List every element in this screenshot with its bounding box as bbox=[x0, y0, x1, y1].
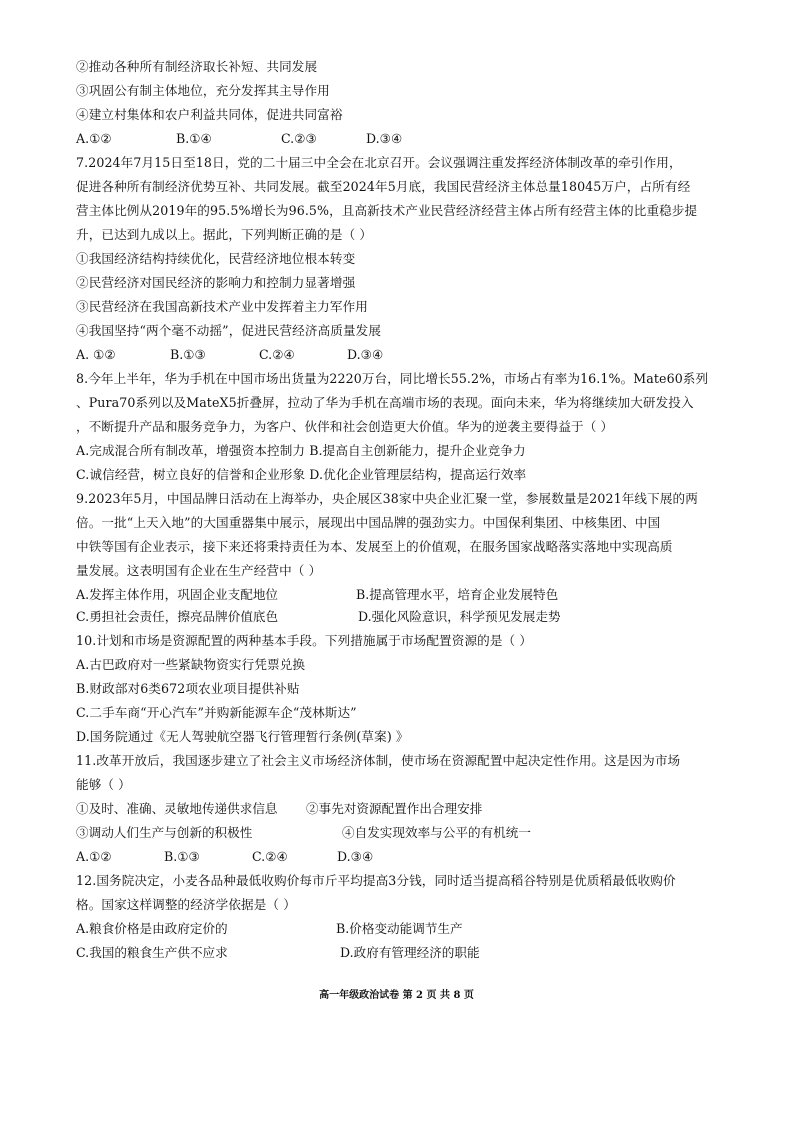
q7-stem-line-4: 升，已达到九成以上。据此，下列判断正确的是（ ） bbox=[76, 227, 373, 242]
q9-option-b: B.提高管理水平，培育企业发展特色 bbox=[356, 587, 559, 602]
q6-option-d: D.③④ bbox=[366, 131, 403, 146]
q7-option-b: B.①③ bbox=[170, 347, 206, 362]
q12-option-c: C.我国的粮食生产供不应求 bbox=[76, 945, 228, 960]
q9-stem-line-1: 9.2023年5月，中国品牌日活动在上海举办，央企展区38家中央企业汇聚一堂，参展数量是2021年线下展的两 bbox=[76, 491, 698, 506]
q7-stem-line-1: 7.2024年7月15日至18日，党的二十届三中全会在北京召开。会议强调注重发挥经济体制改革的牵引作用， bbox=[76, 155, 682, 170]
q8-stem-line-3: ，不断提升产品和服务竞争力，为客户、伙伴和社会创造更大价值。华为的逆袭主要得益于（ ） bbox=[76, 419, 614, 434]
q6-option-a: A.①② bbox=[76, 131, 112, 146]
q7-option-c: C.②④ bbox=[259, 347, 295, 362]
q12-stem-line-2: 格。国家这样调整的经济学依据是（ ） bbox=[76, 897, 296, 912]
q6-option-c: C.②③ bbox=[281, 131, 317, 146]
q11-option-c: C.②④ bbox=[252, 849, 288, 864]
q7-statement-4: ④我国坚持“两个毫不动摇”，促进民营经济高质量发展 bbox=[76, 323, 382, 338]
q10-stem: 10.计划和市场是资源配置的两种基本手段。下列措施属于市场配置资源的是（ ） bbox=[76, 633, 533, 648]
q9-stem-line-3: 中铁等国有企业表示，接下来还将秉持责任为本、发展至上的价值观，在服务国家战略落实落地中实现高质 bbox=[76, 539, 673, 554]
q11-option-a: A.①② bbox=[76, 849, 112, 864]
q6-statement-4: ④建立村集体和农户利益共同体，促进共同富裕 bbox=[76, 107, 343, 122]
q7-stem-line-3: 营主体比例从2019年的95.5%增长为96.5%，且高新技术产业民营经济经营主体占所有经营主体的比重稳步提 bbox=[76, 203, 698, 218]
q11-statement-2: ②事先对资源配置作出合理安排 bbox=[306, 801, 483, 816]
q11-option-b: B.①③ bbox=[164, 849, 200, 864]
q11-statement-1: ①及时、准确、灵敏地传递供求信息 bbox=[76, 801, 278, 816]
q7-option-a: A. ①② bbox=[76, 347, 116, 362]
q11-option-d: D.③④ bbox=[337, 849, 374, 864]
q9-option-c: C.勇担社会责任，擦亮品牌价值底色 bbox=[76, 609, 279, 624]
q12-option-a: A.粮食价格是由政府定价的 bbox=[76, 921, 228, 936]
q11-statement-4: ④自发实现效率与公平的有机统一 bbox=[342, 825, 531, 840]
q9-option-d: D.强化风险意识，科学预见发展走势 bbox=[358, 609, 561, 624]
q8-stem-line-1: 8.今年上半年，华为手机在中国市场出货量为2220万台，同比增长55.2%，市场占有率为16.1%。Mate60系列 bbox=[76, 371, 709, 386]
q7-stem-line-2: 促进各种所有制经济优势互补、共同发展。截至2024年5月底，我国民营经济主体总量18045万户，占所有经 bbox=[76, 179, 691, 194]
q7-statement-2: ②民营经济对国民经济的影响力和控制力显著增强 bbox=[76, 275, 356, 290]
q10-option-b: B.财政部对6类672项农业项目提供补贴 bbox=[76, 681, 300, 696]
q6-statement-3: ③巩固公有制主体地位，充分发挥其主导作用 bbox=[76, 83, 330, 98]
q11-stem-line-2: 能够（ ） bbox=[76, 777, 131, 792]
q11-statement-3: ③调动人们生产与创新的积极性 bbox=[76, 825, 253, 840]
q11-stem-line-1: 11.改革开放后，我国逐步建立了社会主义市场经济体制，使市场在资源配置中起决定性作用。这是因为市场 bbox=[76, 753, 681, 768]
q6-option-b: B.①④ bbox=[176, 131, 212, 146]
q9-option-a: A.发挥主体作用，巩固企业支配地位 bbox=[76, 587, 279, 602]
q10-option-d: D.国务院通过《无人驾驶航空器飞行管理暂行条例(草案) 》 bbox=[76, 729, 409, 744]
q7-statement-3: ③民营经济在我国高新技术产业中发挥着主力军作用 bbox=[76, 299, 368, 314]
q8-options-cd: C.诚信经营，树立良好的信誉和企业形象 D.优化企业管理层结构，提高运行效率 bbox=[76, 467, 527, 482]
q8-options-ab: A.完成混合所有制改革，增强资本控制力 B.提高自主创新能力，提升企业竞争力 bbox=[76, 443, 526, 458]
q8-stem-line-2: 、Pura70系列以及MateX5折叠屏，拉动了华为手机在高端市场的表现。面向未来，华为将继续加大研发投入 bbox=[76, 395, 694, 410]
q9-stem-line-2: 倍。一批“上天入地”的大国重器集中展示，展现出中国品牌的强劲实力。中国保利集团、中核集团、中国 bbox=[76, 515, 661, 530]
q12-stem-line-1: 12.国务院决定，小麦各品种最低收购价每市斤平均提高3分钱，同时适当提高稻谷特别是优质稻最低收购价 bbox=[76, 873, 676, 888]
q10-option-a: A.古巴政府对一些紧缺物资实行凭票兑换 bbox=[76, 657, 306, 672]
q6-statement-2: ②推动各种所有制经济取长补短、共同发展 bbox=[76, 59, 318, 74]
q7-option-d: D.③④ bbox=[347, 347, 384, 362]
q7-statement-1: ①我国经济结构持续优化，民营经济地位根本转变 bbox=[76, 251, 356, 266]
q10-option-c: C.二手车商“开心汽车”并购新能源车企“茂林斯达” bbox=[76, 705, 357, 720]
q12-option-b: B.价格变动能调节生产 bbox=[336, 921, 463, 936]
q12-option-d: D.政府有管理经济的职能 bbox=[340, 945, 480, 960]
q9-stem-line-4: 量发展。这表明国有企业在生产经营中（ ） bbox=[76, 563, 322, 578]
page-footer: 高一年级政治试卷 第 2 页 共 8 页 bbox=[319, 990, 474, 1001]
